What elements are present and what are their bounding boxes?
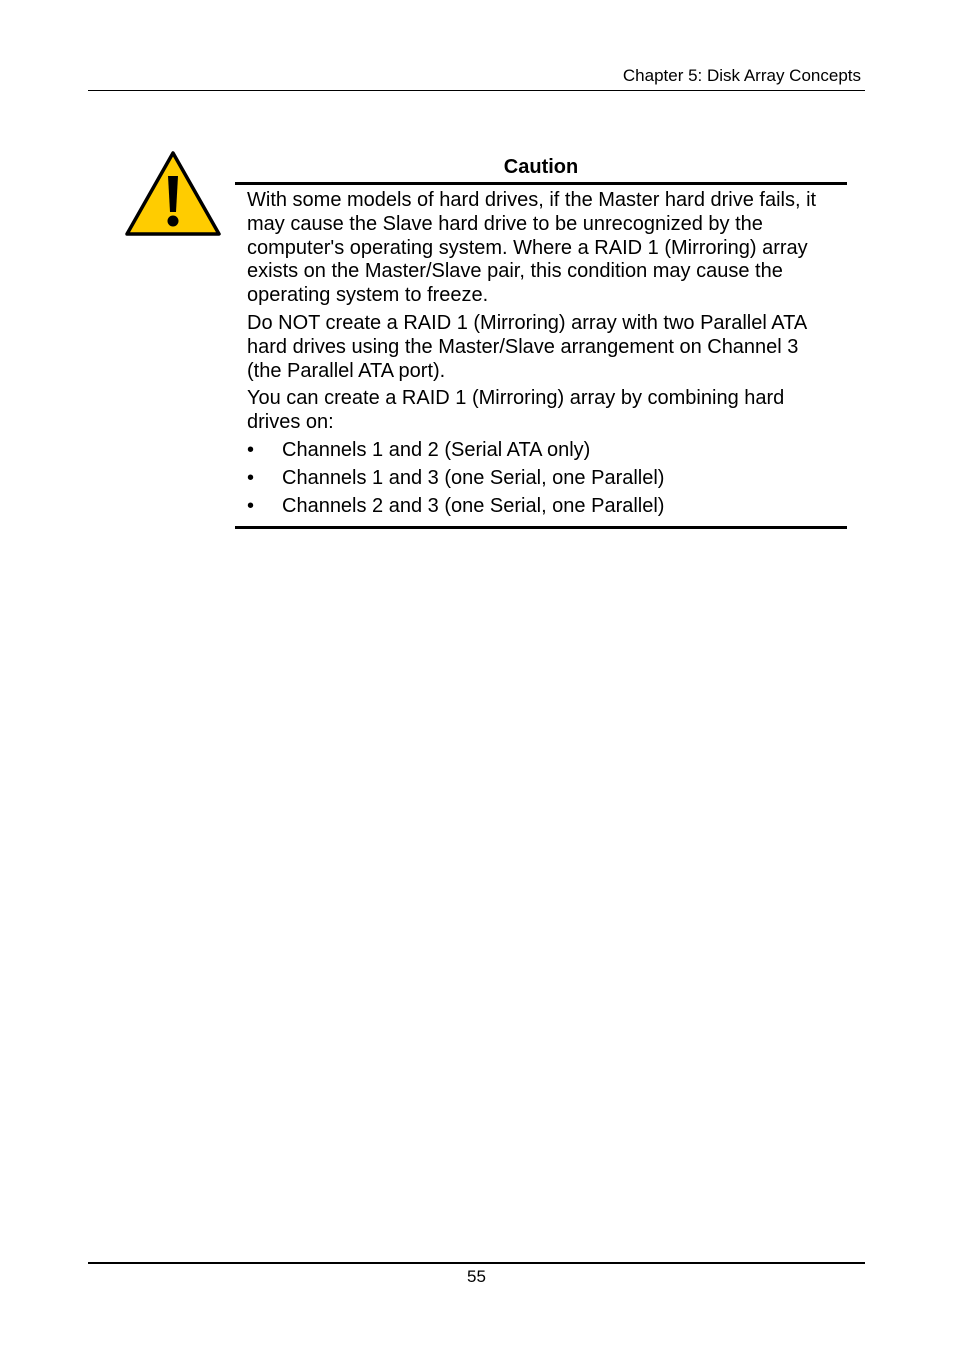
caution-paragraph-you-can: You can create a RAID 1 (Mirroring) array by combining hard drives on: bbox=[247, 387, 785, 434]
warning-icon bbox=[124, 150, 222, 238]
list-item-text: Channels 1 and 3 (one Serial, one Parallel) bbox=[282, 466, 665, 489]
caution-title: Caution bbox=[235, 154, 847, 185]
running-header bbox=[88, 64, 865, 91]
caution-body bbox=[235, 185, 847, 529]
list-item-text: Channels 2 and 3 (one Serial, one Parallel) bbox=[282, 494, 665, 517]
list-item bbox=[247, 439, 835, 463]
bullet-marker: • bbox=[247, 438, 255, 461]
channel-list bbox=[247, 439, 835, 518]
bullet-marker: • bbox=[247, 466, 255, 489]
list-item bbox=[247, 467, 835, 491]
caution-block bbox=[235, 154, 847, 529]
bullet-marker: • bbox=[247, 494, 255, 517]
chapter-title: Chapter 5: Disk Array Concepts bbox=[622, 66, 861, 85]
page-footer bbox=[88, 1262, 865, 1287]
caution-paragraph-master-slave: With some models of hard drives, if the Master hard drive fails, it may cause the Slave hard drive to be unrecognized by the computer's operating system. Where a RAID 1 (Mirroring) array exists on the Master/Slave pair, this condition may cause the operating system to freeze. bbox=[247, 189, 817, 307]
list-item-text: Channels 1 and 2 (Serial ATA only) bbox=[282, 438, 591, 461]
list-item bbox=[247, 495, 835, 519]
exclamation-dot bbox=[168, 216, 179, 227]
caution-paragraph-do-not: Do NOT create a RAID 1 (Mirroring) array with two Parallel ATA hard drives using the Master/Slave arrangement on Channel 3 (the Parallel ATA port). bbox=[247, 311, 807, 382]
page-number: 55 bbox=[467, 1267, 486, 1286]
